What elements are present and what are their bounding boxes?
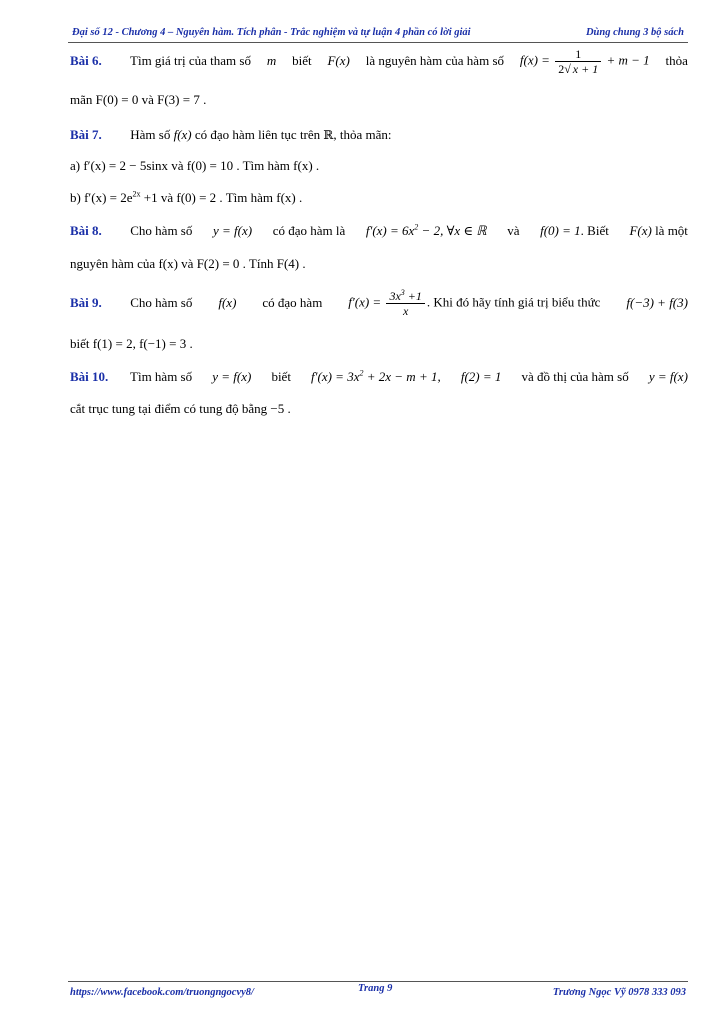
problem-10-line-1: Bài 10. Tìm hàm số y = f(x) biết $f'(x) = 3x^2 + 2x - m + 1$, f(2) = 1 và đồ thị của hàm số y = f(x) bbox=[70, 366, 688, 388]
author-contact: Trương Ngọc Vỹ 0978 333 093 bbox=[552, 987, 686, 998]
problem-10-label: Bài 10. bbox=[70, 369, 109, 384]
page-header bbox=[68, 25, 688, 43]
fraction: $\frac{1}{2√ x + 1}$ bbox=[555, 47, 601, 76]
problem-9-derivative: f′(x) = $\frac{3x^3 +1}{x}$ . Khi đó hãy tính giá trị biểu thức bbox=[348, 287, 601, 318]
problem-8-label: Bài 8. bbox=[70, 223, 102, 238]
problem-8-line-2: nguyên hàm của f(x) và F(2) = 0 . Tính F(4) . bbox=[70, 256, 306, 271]
problem-6-line-2: mãn F(0) = 0 và F(3) = 7 . bbox=[70, 92, 207, 107]
problem-6-line-1: Bài 6. Tìm giá trị của tham số m biết F(x) là nguyên hàm của hàm số f(x) = $\frac{1}{2√ x + 1}$ + m − 1 thỏa bbox=[70, 46, 688, 76]
problem-10-line-2: cắt trục tung tại điểm có tung độ bằng −5 . bbox=[70, 401, 291, 416]
problem-7-part-b: b) $f'(x) = 2e^{2x} +1$ và f(0) = 2 . Tìm hàm f(x) . bbox=[70, 189, 303, 205]
problem-6-label: Bài 6. bbox=[70, 53, 102, 68]
fraction: $\frac{3x^3 +1}{x}$ bbox=[386, 289, 424, 318]
page-number: Trang 9 bbox=[358, 983, 393, 994]
problem-7-line-1: Bài 7. Hàm số f(x) có đạo hàm liên tục trên ℝ, thỏa mãn: bbox=[70, 124, 688, 146]
problem-9-line-2: biết f(1) = 2, f(−1) = 3 . bbox=[70, 336, 193, 351]
problem-6-function: f(x) = $\frac{1}{2√ x + 1}$ + m − 1 bbox=[519, 46, 650, 76]
problem-8-line-1: Bài 8. Cho hàm số y = f(x) có đạo hàm là $f'(x) = 6x^2 - 2$, ∀x ∈ ℝ và f(0) = 1. Biết F(x) là một bbox=[70, 220, 688, 242]
header-series: Dùng chung 3 bộ sách bbox=[585, 27, 684, 38]
page-footer bbox=[68, 981, 688, 1002]
header-title: Đại số 12 - Chương 4 – Nguyên hàm. Tích phân - Trắc nghiệm và tự luận 4 phần có lời giải bbox=[72, 27, 471, 38]
problem-7-part-a: a) f′(x) = 2 − 5sinx và f(0) = 10 . Tìm hàm f(x) . bbox=[70, 158, 320, 173]
problem-9-label: Bài 9. bbox=[70, 295, 102, 310]
problem-7-label: Bài 7. bbox=[70, 127, 102, 142]
facebook-link[interactable]: https://www.facebook.com/truongngocvy8/ bbox=[70, 987, 254, 998]
problem-9-line-1: Bài 9. Cho hàm số f(x) có đạo hàm f′(x) = $\frac{3x^3 +1}{x}$ . Khi đó hãy tính giá trị biểu thức f(−3) + f(3) bbox=[70, 287, 688, 318]
